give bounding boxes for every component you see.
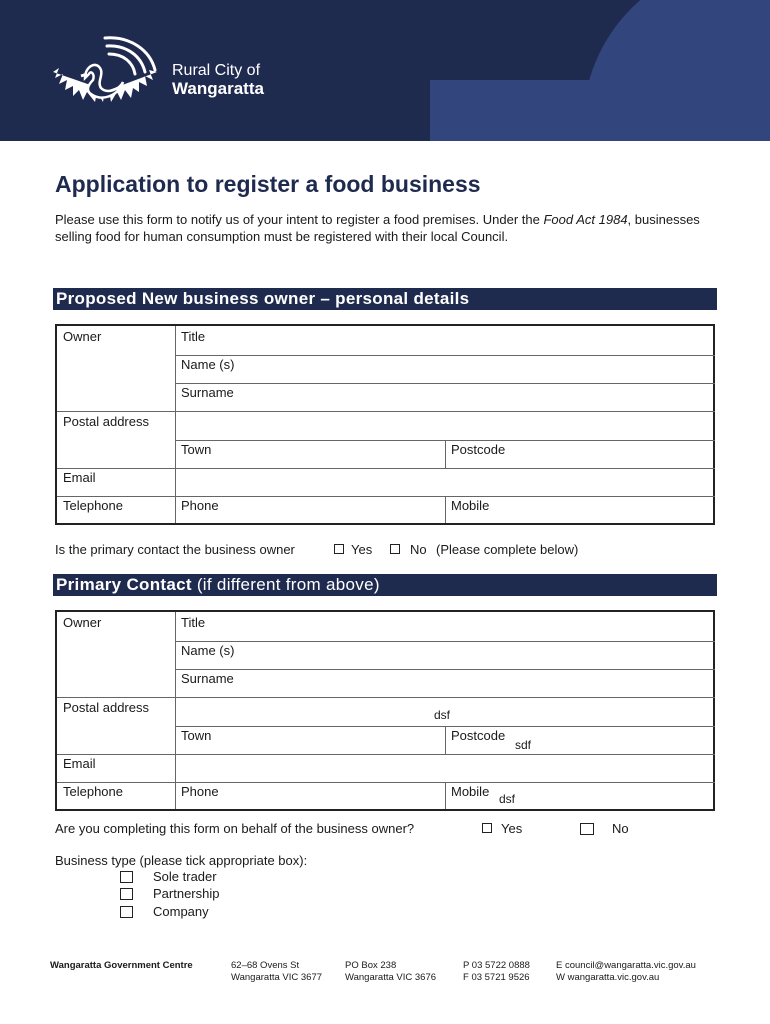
telephone-label: Telephone bbox=[63, 498, 123, 513]
footer-po-line2: Wangaratta VIC 3676 bbox=[345, 972, 437, 983]
primary-contact-question: Is the primary contact the business owner bbox=[55, 542, 295, 557]
title-field[interactable]: Title bbox=[181, 329, 206, 344]
footer-fax: F 03 5721 9526 bbox=[463, 972, 530, 983]
primary-no-checkbox[interactable] bbox=[390, 544, 400, 554]
footer-po-box bbox=[345, 960, 436, 984]
header-decor-block bbox=[430, 80, 770, 141]
behalf-no-label: No bbox=[612, 821, 629, 836]
pc-phone-field[interactable]: Phone bbox=[181, 784, 219, 799]
pc-title-field[interactable]: Title bbox=[181, 615, 206, 630]
footer-phones bbox=[463, 960, 530, 984]
swan-sun-emblem-icon bbox=[45, 30, 160, 110]
pc-postal-address-value[interactable]: dsf bbox=[434, 708, 451, 722]
town-field[interactable]: Town bbox=[181, 442, 212, 457]
mobile-field[interactable]: Mobile bbox=[451, 498, 490, 513]
pc-surname-field[interactable]: Surname bbox=[181, 671, 234, 686]
surname-field[interactable]: Surname bbox=[181, 385, 234, 400]
footer-web-link[interactable]: W wangaratta.vic.gov.au bbox=[556, 972, 660, 983]
page-title: Application to register a food business bbox=[55, 171, 481, 197]
primary-no-label: No bbox=[410, 542, 427, 557]
company-checkbox[interactable] bbox=[120, 906, 133, 918]
pc-town-field[interactable]: Town bbox=[181, 728, 212, 743]
primary-contact-table bbox=[55, 610, 715, 811]
intro-paragraph bbox=[55, 211, 715, 245]
postal-address-label: Postal address bbox=[63, 414, 149, 429]
pc-mobile-field[interactable]: Mobile bbox=[451, 784, 490, 799]
behalf-question: Are you completing this form on behalf of the business owner? bbox=[55, 821, 415, 836]
header-banner bbox=[0, 0, 770, 141]
sole-trader-checkbox[interactable] bbox=[120, 871, 133, 883]
pc-email-label: Email bbox=[63, 756, 96, 771]
sole-trader-label: Sole trader bbox=[153, 869, 217, 884]
partnership-label: Partnership bbox=[153, 886, 220, 901]
behalf-yes-label: Yes bbox=[501, 821, 523, 836]
primary-note: (Please complete below) bbox=[436, 542, 579, 557]
footer-addr-line1: 62–68 Ovens St bbox=[231, 960, 300, 971]
footer-addr-line2: Wangaratta VIC 3677 bbox=[231, 972, 323, 983]
primary-yes-label: Yes bbox=[351, 542, 373, 557]
section-heading-primary-contact: Primary Contact (if different from above) bbox=[53, 574, 717, 596]
org-name-line2: Wangaratta bbox=[172, 79, 264, 98]
owner-details-table bbox=[55, 324, 715, 525]
pc-telephone-label: Telephone bbox=[63, 784, 123, 799]
partnership-checkbox[interactable] bbox=[120, 888, 133, 900]
names-field[interactable]: Name (s) bbox=[181, 357, 235, 372]
pc-postcode-value[interactable]: sdf bbox=[515, 738, 532, 752]
org-name-line1: Rural City of bbox=[172, 62, 261, 79]
footer-contacts bbox=[556, 960, 696, 984]
pc-mobile-value[interactable]: dsf bbox=[499, 792, 516, 806]
postcode-field[interactable]: Postcode bbox=[451, 442, 506, 457]
pc-postcode-field[interactable]: Postcode bbox=[451, 728, 506, 743]
pc-owner-label: Owner bbox=[63, 615, 102, 630]
phone-field[interactable]: Phone bbox=[181, 498, 219, 513]
intro-part1: Please use this form to notify us of your intent to register a food premises. Under the bbox=[55, 212, 544, 227]
behalf-no-checkbox[interactable] bbox=[580, 823, 594, 835]
intro-act-name: Food Act 1984 bbox=[543, 212, 628, 227]
primary-yes-checkbox[interactable] bbox=[334, 544, 344, 554]
owner-label: Owner bbox=[63, 329, 102, 344]
footer-centre-name: Wangaratta Government Centre bbox=[50, 960, 193, 971]
business-type-label: Business type (please tick appropriate box): bbox=[55, 853, 308, 868]
company-label: Company bbox=[153, 904, 209, 919]
pc-names-field[interactable]: Name (s) bbox=[181, 643, 235, 658]
footer-email-link[interactable]: E council@wangaratta.vic.gov.au bbox=[556, 960, 696, 971]
pc-postal-address-label: Postal address bbox=[63, 700, 149, 715]
behalf-yes-checkbox[interactable] bbox=[482, 823, 492, 833]
footer-phone: P 03 5722 0888 bbox=[463, 960, 530, 971]
footer-po-line1: PO Box 238 bbox=[345, 960, 397, 971]
intro-part2: , businesses selling food for human consumption must be registered with their local Council. bbox=[55, 212, 700, 244]
email-label: Email bbox=[63, 470, 96, 485]
section-heading-owner: Proposed New business owner – personal details bbox=[53, 288, 717, 310]
footer-street-address bbox=[231, 960, 322, 984]
